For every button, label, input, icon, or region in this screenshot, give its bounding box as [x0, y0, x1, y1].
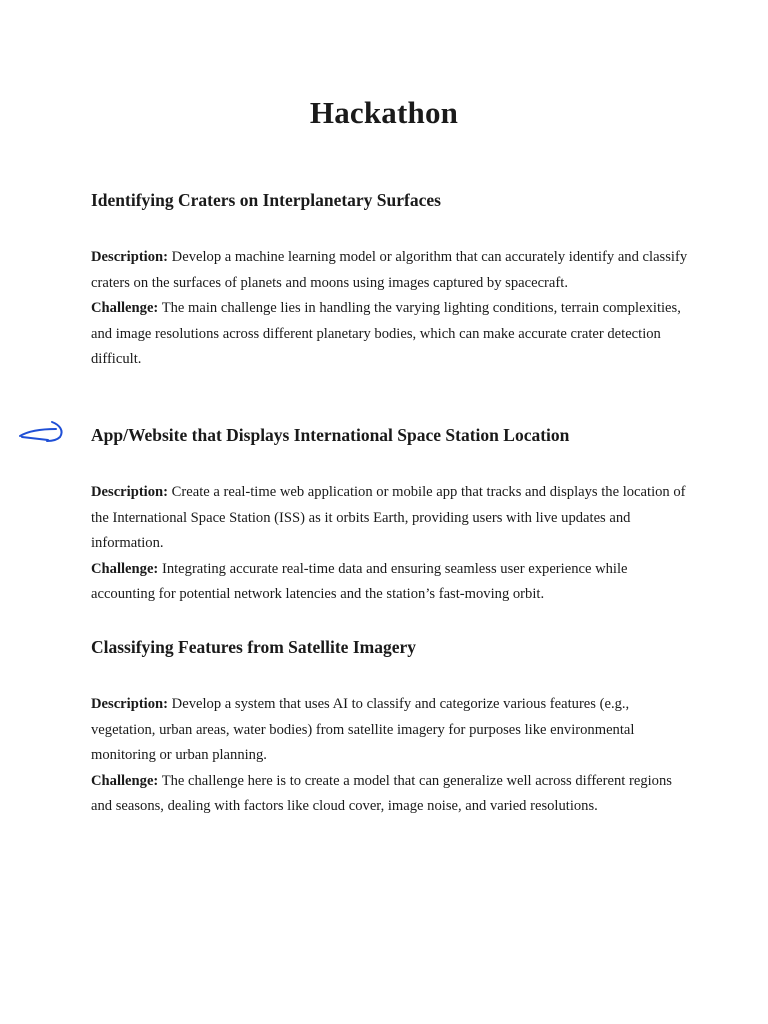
- challenge-label: Challenge:: [91, 300, 159, 317]
- description-label: Description:: [91, 696, 169, 712]
- challenge-label: Challenge:: [91, 772, 159, 789]
- section-heading: Identifying Craters on Interplanetary Surfaces: [91, 190, 441, 210]
- description-text: Develop a system that uses AI to classify and categorize various features (e.g., vegetation, urban areas, water bodies) from satellite imagery for purposes like environmental monitoring or urban planning.: [91, 696, 635, 764]
- section-iss-location-app: [91, 422, 691, 608]
- challenge-paragraph: [91, 769, 691, 820]
- hand-drawn-arrow-icon: [16, 418, 66, 448]
- description-label: Description:: [91, 249, 169, 265]
- challenge-text: Integrating accurate real-time data and ensuring seamless user experience while accounting for potential network latencies and the station’s fast-moving orbit.: [91, 560, 628, 603]
- description-paragraph: [91, 692, 691, 769]
- section-crater-identification: [91, 187, 691, 373]
- section-satellite-imagery: [91, 634, 691, 820]
- description-label: Description:: [91, 484, 169, 500]
- description-text: Develop a machine learning model or algorithm that can accurately identify and classify craters on the surfaces of planets and moons using images captured by spacecraft.: [91, 249, 688, 291]
- section-body: [91, 692, 691, 820]
- description-paragraph: [91, 480, 691, 557]
- page-title: Hackathon: [309, 95, 459, 130]
- challenge-text: The main challenge lies in handling the varying lighting conditions, terrain complexities, and image resolutions across different planetary bodies, which can make accurate crater detection difficult.: [91, 300, 681, 368]
- challenge-text: The challenge here is to create a model that can generalize well across different regions and seasons, dealing with factors like cloud cover, image noise, and varied resolutions.: [91, 772, 672, 815]
- section-body: [91, 480, 691, 608]
- description-text: Create a real-time web application or mobile app that tracks and displays the location of the International Space Station (ISS) as it orbits Earth, providing users with live updates and information.: [91, 484, 686, 552]
- section-heading: Classifying Features from Satellite Imagery: [91, 637, 416, 657]
- description-paragraph: [91, 245, 691, 296]
- section-body: [91, 245, 691, 373]
- challenge-label: Challenge:: [91, 560, 159, 577]
- challenge-paragraph: [91, 296, 691, 373]
- challenge-paragraph: [91, 557, 691, 608]
- section-heading: App/Website that Displays International Space Station Location: [91, 425, 570, 445]
